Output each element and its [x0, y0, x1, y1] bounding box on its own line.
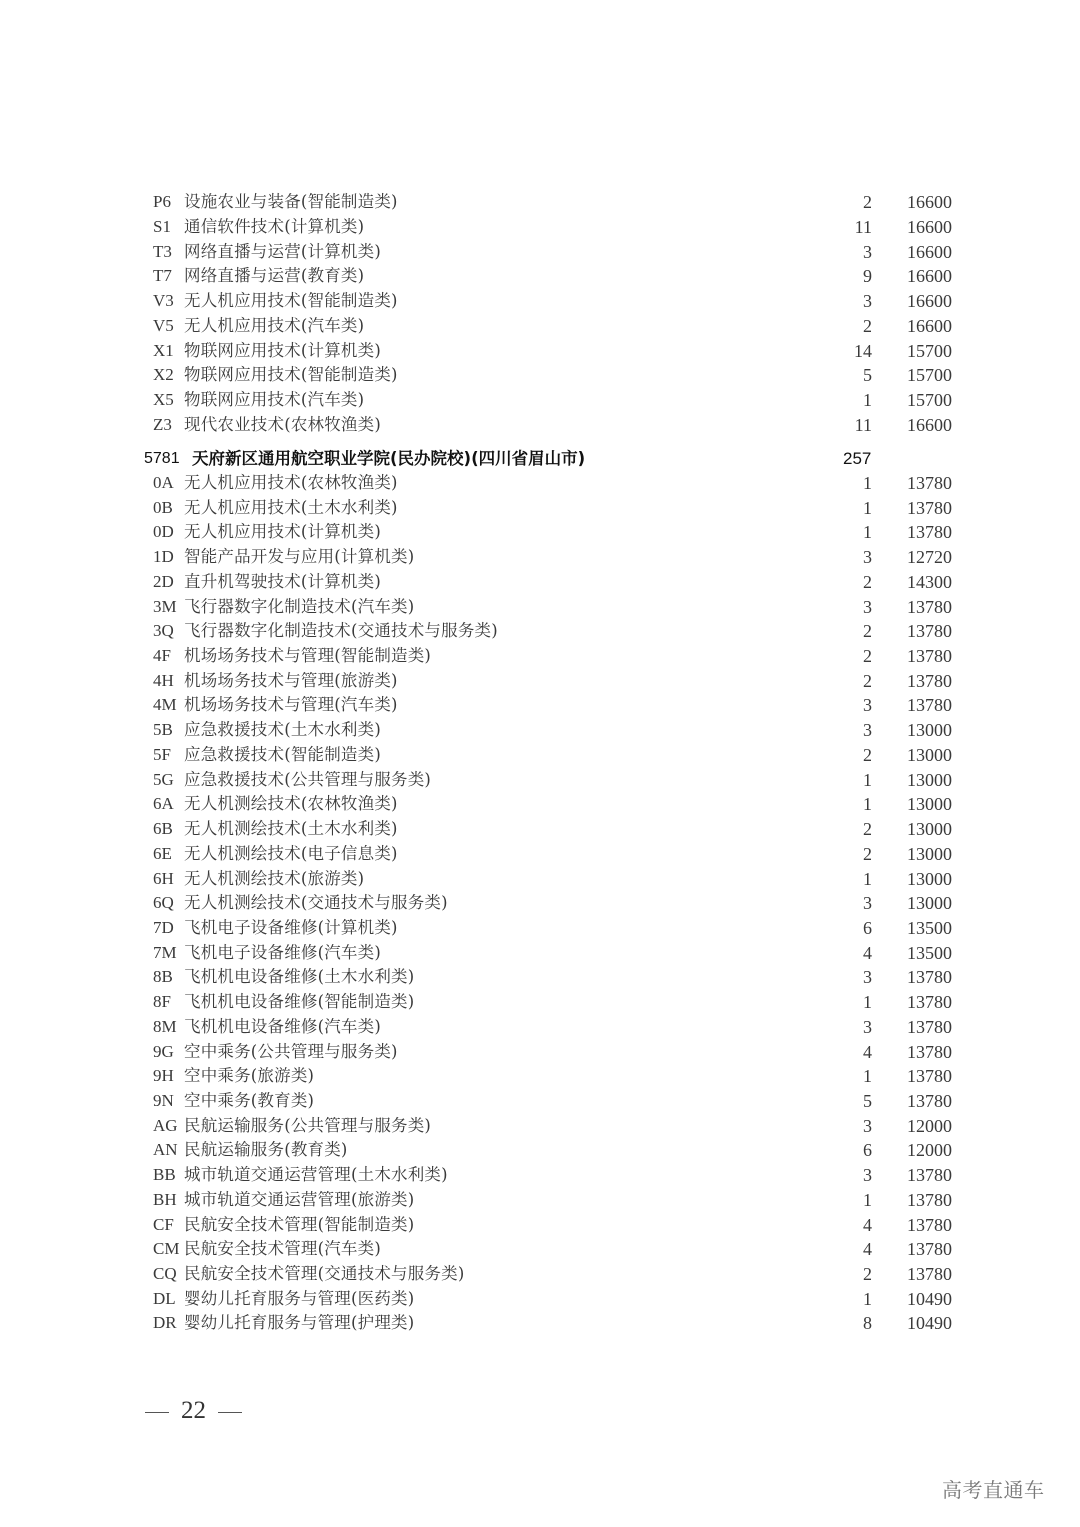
program-name: 网络直播与运营(教育类) — [184, 266, 365, 286]
school-name: 天府新区通用航空职业学院(民办院校)(四川省眉山市) — [192, 449, 586, 468]
table-row — [0, 1015, 1080, 1040]
program-code: 8B — [153, 967, 173, 987]
program-code: AN — [153, 1140, 178, 1160]
tuition-fee: 16600 — [907, 192, 952, 212]
table-row — [0, 1188, 1080, 1213]
program-code: 6H — [153, 868, 174, 888]
enrollment-count: 1 — [863, 497, 872, 518]
table-row — [0, 644, 1080, 669]
program-name: 飞机机电设备维修(智能制造类) — [184, 992, 415, 1012]
tuition-fee: 13780 — [907, 992, 952, 1013]
tuition-fee: 13000 — [907, 868, 952, 889]
page-number-value: 22 — [181, 1397, 206, 1424]
program-name: 城市轨道交通运营管理(旅游类) — [184, 1189, 415, 1209]
program-code: 9G — [153, 1041, 174, 1061]
enrollment-count: 6 — [863, 1140, 872, 1161]
program-name: 民航运输服务(教育类) — [184, 1140, 348, 1160]
program-code: 6A — [153, 794, 174, 814]
enrollment-count: 2 — [863, 646, 872, 667]
table-row — [0, 842, 1080, 867]
table-row — [0, 867, 1080, 892]
enrollment-count: 3 — [863, 241, 872, 262]
tuition-fee: 13500 — [907, 917, 952, 938]
tuition-fee: 13780 — [907, 1239, 952, 1260]
program-name: 城市轨道交通运营管理(土木水利类) — [184, 1165, 448, 1185]
school-header-row — [0, 446, 1080, 472]
tuition-fee: 13780 — [907, 1016, 952, 1037]
program-name: 无人机测绘技术(电子信息类) — [184, 843, 398, 863]
program-code: V3 — [153, 291, 174, 310]
enrollment-count: 3 — [863, 547, 872, 568]
tuition-fee: 13000 — [907, 720, 952, 741]
program-name: 民航安全技术管理(智能制造类) — [184, 1214, 415, 1234]
program-code: 5G — [153, 769, 174, 789]
enrollment-count: 2 — [863, 670, 872, 691]
tuition-fee: 13780 — [907, 1189, 952, 1210]
program-code: 3M — [153, 596, 177, 616]
enrollment-count: 2 — [863, 621, 872, 642]
program-code: S1 — [153, 216, 171, 236]
tuition-fee: 16600 — [907, 291, 952, 311]
program-name: 直升机驾驶技术(计算机类) — [184, 571, 381, 591]
table-row — [0, 471, 1080, 496]
table-row — [0, 743, 1080, 768]
program-name: 婴幼儿托育服务与管理(护理类) — [184, 1313, 415, 1333]
program-code: 0D — [153, 522, 174, 542]
table-row — [0, 1311, 1080, 1336]
tuition-fee: 12720 — [907, 547, 952, 568]
table-row — [0, 1237, 1080, 1262]
program-name: 应急救援技术(智能制造类) — [184, 744, 381, 764]
program-name: 机场场务技术与管理(智能制造类) — [184, 646, 432, 666]
table-row — [0, 965, 1080, 990]
program-name: 飞机电子设备维修(计算机类) — [184, 917, 398, 937]
enrollment-count: 1 — [863, 1189, 872, 1210]
program-code: CQ — [153, 1264, 177, 1284]
program-code: 1D — [153, 547, 174, 567]
tuition-fee: 13780 — [907, 695, 952, 716]
enrollment-count: 1 — [863, 473, 872, 493]
program-code: 4H — [153, 670, 174, 690]
program-name: 空中乘务(旅游类) — [184, 1066, 315, 1086]
enrollment-count: 2 — [863, 571, 872, 592]
table-row — [0, 1213, 1080, 1238]
enrollment-count: 4 — [863, 1239, 872, 1260]
program-code: X5 — [153, 390, 174, 409]
enrollment-count: 5 — [863, 365, 872, 386]
program-code: 9H — [153, 1066, 174, 1086]
table-row — [0, 314, 1080, 339]
program-code: 4F — [153, 646, 171, 666]
table-row — [0, 718, 1080, 743]
program-code: V5 — [153, 315, 174, 335]
table-row — [0, 768, 1080, 793]
program-name: 机场场务技术与管理(旅游类) — [184, 670, 398, 690]
table-row — [0, 1138, 1080, 1163]
enrollment-count: 4 — [863, 1041, 872, 1062]
table-row — [0, 545, 1080, 570]
program-name: 飞机机电设备维修(土木水利类) — [184, 967, 415, 987]
program-code: T7 — [153, 266, 172, 286]
program-code: CM — [153, 1239, 180, 1259]
tuition-fee: 16600 — [907, 414, 952, 435]
table-row — [0, 190, 1080, 215]
watermark-text: 高考直通车 — [942, 1478, 1045, 1502]
table-row — [0, 240, 1080, 265]
program-code: 6E — [153, 843, 172, 863]
program-name: 物联网应用技术(计算机类) — [184, 340, 381, 360]
program-name: 设施农业与装备(智能制造类) — [184, 192, 398, 211]
program-name: 无人机测绘技术(农林牧渔类) — [184, 794, 398, 814]
enrollment-count: 6 — [863, 917, 872, 938]
program-code: X2 — [153, 365, 174, 385]
program-code: 6B — [153, 819, 173, 839]
enrollment-count: 1 — [863, 1288, 872, 1309]
program-name: 网络直播与运营(计算机类) — [184, 241, 381, 261]
table-row — [0, 1114, 1080, 1139]
program-name: 无人机测绘技术(土木水利类) — [184, 819, 398, 839]
tuition-fee: 16600 — [907, 216, 952, 237]
program-code: 7D — [153, 917, 174, 937]
enrollment-count: 11 — [854, 216, 872, 237]
tuition-fee: 13780 — [907, 1041, 952, 1062]
program-name: 现代农业技术(农林牧渔类) — [184, 414, 381, 434]
tuition-fee: 13780 — [907, 522, 952, 543]
table-row — [0, 1089, 1080, 1114]
program-name: 民航安全技术管理(汽车类) — [184, 1239, 381, 1259]
tuition-fee: 10490 — [907, 1313, 952, 1334]
program-code: CF — [153, 1214, 174, 1234]
tuition-fee: 10490 — [907, 1288, 952, 1309]
table-row — [0, 693, 1080, 718]
table-row — [0, 264, 1080, 289]
table-row — [0, 570, 1080, 595]
dash-left — [145, 1412, 169, 1414]
tuition-fee: 13000 — [907, 819, 952, 840]
enrollment-count: 1 — [863, 868, 872, 889]
program-name: 无人机应用技术(智能制造类) — [184, 291, 398, 310]
tuition-fee: 13780 — [907, 473, 952, 493]
program-code: P6 — [153, 192, 171, 211]
enrollment-count: 5 — [863, 1091, 872, 1111]
table-row — [0, 339, 1080, 364]
program-code: 2D — [153, 571, 174, 591]
program-code: T3 — [153, 241, 172, 261]
program-code: BB — [153, 1165, 176, 1185]
enrollment-count: 3 — [863, 1016, 872, 1037]
program-name: 飞机机电设备维修(汽车类) — [184, 1016, 381, 1036]
table-row — [0, 363, 1080, 388]
table-row — [0, 289, 1080, 314]
enrollment-count: 11 — [854, 414, 872, 435]
program-code: 0A — [153, 473, 174, 492]
page-number — [145, 1396, 242, 1426]
program-name: 机场场务技术与管理(汽车类) — [184, 695, 398, 715]
table-row — [0, 941, 1080, 966]
tuition-fee: 16600 — [907, 266, 952, 287]
program-name: 民航运输服务(公共管理与服务类) — [184, 1115, 432, 1135]
tuition-fee: 14300 — [907, 571, 952, 592]
tuition-fee: 13780 — [907, 1066, 952, 1087]
tuition-fee: 13000 — [907, 794, 952, 815]
program-name: 无人机测绘技术(交通技术与服务类) — [184, 893, 448, 913]
tuition-fee: 16600 — [907, 241, 952, 262]
enrollment-count: 2 — [863, 843, 872, 864]
enrollment-count: 3 — [863, 1115, 872, 1136]
table-row — [0, 891, 1080, 916]
table-row — [0, 916, 1080, 941]
enrollment-count: 1 — [863, 769, 872, 790]
table-row — [0, 1064, 1080, 1089]
program-name: 无人机应用技术(计算机类) — [184, 522, 381, 542]
table-row — [0, 388, 1080, 413]
program-name: 智能产品开发与应用(计算机类) — [184, 547, 415, 567]
program-name: 无人机应用技术(农林牧渔类) — [184, 473, 398, 492]
program-code: 5F — [153, 744, 171, 764]
program-name: 通信软件技术(计算机类) — [184, 216, 365, 236]
table-row — [0, 669, 1080, 694]
table-row — [0, 595, 1080, 620]
enrollment-count: 9 — [863, 266, 872, 287]
enrollment-count: 3 — [863, 893, 872, 914]
program-name: 民航安全技术管理(交通技术与服务类) — [184, 1264, 465, 1284]
program-name: 飞机电子设备维修(汽车类) — [184, 942, 381, 962]
program-name: 婴幼儿托育服务与管理(医药类) — [184, 1288, 415, 1308]
school-code: 5781 — [144, 450, 180, 467]
table-row — [0, 792, 1080, 817]
program-name: 空中乘务(公共管理与服务类) — [184, 1041, 398, 1061]
enrollment-count: 1 — [863, 992, 872, 1013]
enrollment-count: 2 — [863, 744, 872, 765]
program-code: 5B — [153, 720, 173, 740]
tuition-fee: 13780 — [907, 1214, 952, 1235]
program-name: 无人机应用技术(土木水利类) — [184, 497, 398, 517]
tuition-fee: 12000 — [907, 1115, 952, 1136]
enrollment-count: 1 — [863, 1066, 872, 1087]
enrollment-count: 3 — [863, 967, 872, 988]
program-name: 飞行器数字化制造技术(交通技术与服务类) — [184, 621, 498, 641]
enrollment-count: 1 — [863, 522, 872, 543]
enrollment-count: 2 — [863, 315, 872, 336]
table-row — [0, 1040, 1080, 1065]
school-total-enrollment: 257 — [843, 449, 872, 468]
table-row — [0, 990, 1080, 1015]
enrollment-count: 8 — [863, 1313, 872, 1334]
tuition-fee: 13000 — [907, 893, 952, 914]
program-code: 4M — [153, 695, 177, 715]
program-name: 物联网应用技术(智能制造类) — [184, 365, 398, 385]
enrollment-count: 4 — [863, 942, 872, 963]
table-row — [0, 520, 1080, 545]
table-row — [0, 496, 1080, 521]
program-code: 6Q — [153, 893, 174, 913]
program-code: Z3 — [153, 414, 172, 434]
program-name: 物联网应用技术(汽车类) — [184, 390, 365, 409]
table-row — [0, 1262, 1080, 1287]
program-code: 8F — [153, 992, 171, 1012]
tuition-fee: 13780 — [907, 967, 952, 988]
tuition-fee: 15700 — [907, 390, 952, 410]
tuition-fee: 15700 — [907, 365, 952, 386]
program-code: 9N — [153, 1091, 174, 1110]
table-row — [0, 817, 1080, 842]
enrollment-count: 3 — [863, 695, 872, 716]
tuition-fee: 13780 — [907, 1091, 952, 1111]
tuition-fee: 13000 — [907, 769, 952, 790]
program-code: 3Q — [153, 621, 174, 641]
table-row — [0, 619, 1080, 644]
enrollment-count: 14 — [854, 340, 872, 361]
tuition-fee: 13780 — [907, 596, 952, 617]
enrollment-count: 3 — [863, 1165, 872, 1186]
tuition-fee: 13780 — [907, 497, 952, 518]
tuition-fee: 13000 — [907, 843, 952, 864]
program-code: 7M — [153, 942, 177, 962]
program-name: 飞行器数字化制造技术(汽车类) — [184, 596, 415, 616]
dash-right — [218, 1412, 242, 1414]
program-code: 0B — [153, 497, 173, 517]
table-row — [0, 413, 1080, 438]
table-row — [0, 1163, 1080, 1188]
enrollment-count: 3 — [863, 291, 872, 311]
program-name: 无人机测绘技术(旅游类) — [184, 868, 365, 888]
enrollment-count: 3 — [863, 720, 872, 741]
tuition-fee: 13780 — [907, 621, 952, 642]
program-code: 8M — [153, 1016, 177, 1036]
program-code: AG — [153, 1115, 178, 1135]
program-name: 应急救援技术(公共管理与服务类) — [184, 769, 432, 789]
program-code: X1 — [153, 340, 174, 360]
tuition-fee: 13000 — [907, 744, 952, 765]
tuition-fee: 13500 — [907, 942, 952, 963]
program-code: DR — [153, 1313, 177, 1333]
table-row — [0, 215, 1080, 240]
enrollment-count: 1 — [863, 794, 872, 815]
tuition-fee: 16600 — [907, 315, 952, 336]
tuition-fee: 13780 — [907, 670, 952, 691]
table-row — [0, 1287, 1080, 1312]
program-name: 应急救援技术(土木水利类) — [184, 720, 381, 740]
tuition-fee: 13780 — [907, 646, 952, 667]
enrollment-count: 2 — [863, 1264, 872, 1285]
program-name: 空中乘务(教育类) — [184, 1091, 315, 1110]
enrollment-count: 4 — [863, 1214, 872, 1235]
enrollment-count: 3 — [863, 596, 872, 617]
program-name: 无人机应用技术(汽车类) — [184, 315, 365, 335]
tuition-fee: 15700 — [907, 340, 952, 361]
program-code: BH — [153, 1189, 177, 1209]
enrollment-count: 1 — [863, 390, 872, 410]
program-code: DL — [153, 1288, 176, 1308]
tuition-fee: 12000 — [907, 1140, 952, 1161]
tuition-fee: 13780 — [907, 1165, 952, 1186]
enrollment-count: 2 — [863, 819, 872, 840]
tuition-fee: 13780 — [907, 1264, 952, 1285]
enrollment-count: 2 — [863, 192, 872, 212]
